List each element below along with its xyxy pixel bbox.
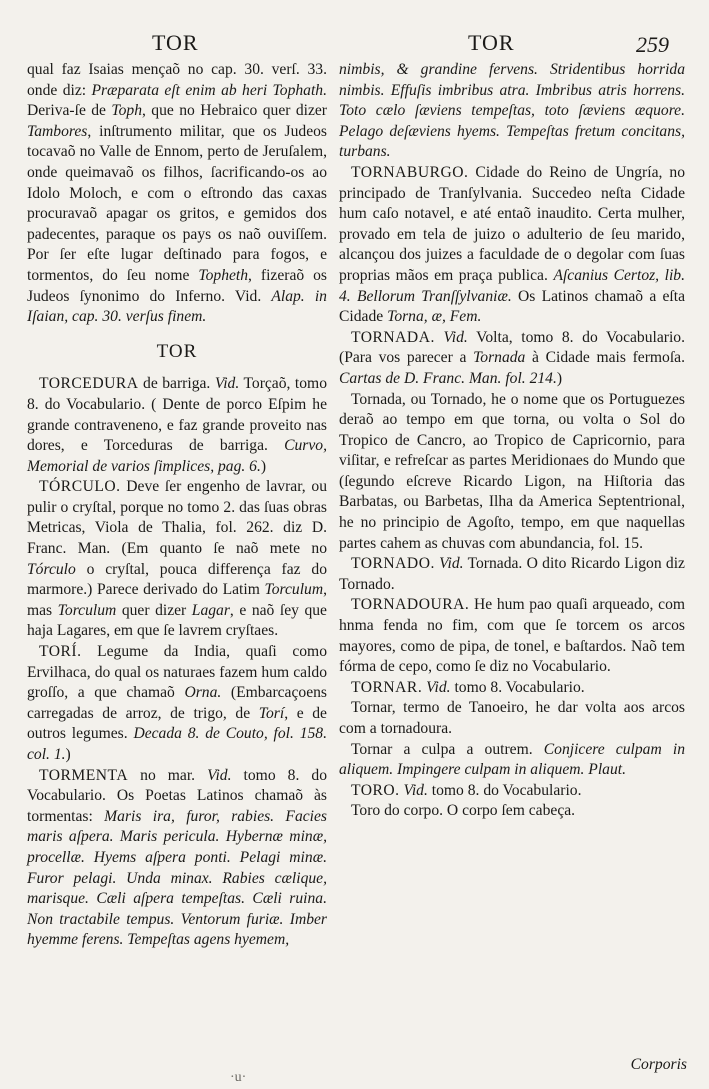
entry-paragraph: TORNADA. Vid. Volta, tomo 8. do Vocabulario. (Para vos parecer a Tornada à Cidade mais fermoſa. Cartas de D. Franc. Man. fol. 214.) — [339, 328, 685, 387]
italic-text: Torna, æ, Fem. — [387, 308, 482, 326]
entry-paragraph: TORÍ. Legume da India, quaſi como Ervilhaca, do qual os naturaes fazem hum caldo groſſo, a que chamaõ Orna. (Embarcaçoens carregadas de arroz, de trigo, de Torí, e de outros legumes. Decada 8. de Couto, fol. 158. col. 1.) — [27, 643, 327, 763]
headword: TÓRCULO. — [39, 478, 121, 496]
entry-paragraph: TORNADOURA. He hum pao quaſi arqueado, com hnma fenda no fim, com que ſe torcem os arcos mayores, como de pipa, de tonel, e baſtardos. Naõ tem fórma de cepo, como ſe diz no Vocabulario. — [339, 596, 685, 676]
italic-text: Præparata eſt enim ab heri Tophath. — [91, 81, 327, 99]
entry-paragraph: Tornada, ou Tornado, he o nome que os Portuguezes deraõ ao tempo em que torna, ou volta o Sol do Tropico de Cancro, ao Tropico de Capricornio, para viſitar, e refreſcar as partes Meridionaes do Mundo que (ſegundo eſcreve Ricardo Ligon, na Hiſtoria das Barbatas, ou Barbetas, Ilha da America Septentrional, he no principio de Agoſto, tempo, em que naquellas partes cahem as chuvas com abundancia, fol. 15. — [339, 390, 685, 552]
italic-text: Conjicere culpam in aliquem. Impingere culpam in aliquem. Plaut. — [339, 740, 685, 779]
entry-paragraph: TÓRCULO. Deve ſer engenho de lavrar, ou pulir o cryſtal, porque no tomo 2. das ſuas obras Metricas, Viola de Thalia, fol. 262. diz D. Franc. Man. (Em quanto ſe naõ mete no Tórculo o cryſtal, pouca differença faz do marmore.) Parece derivado do Latim Torculum, mas Torculum quer dizer Lagar, e naõ ſey que haja Lagares, em que ſe lavrem cryſtaes. — [27, 478, 327, 640]
italic-text: Lagar — [191, 601, 230, 619]
running-head-right: TOR — [468, 30, 515, 55]
italic-text: Torculum — [264, 581, 324, 599]
headword: TORNAR. — [351, 678, 423, 696]
italic-text: Topheth — [198, 266, 249, 284]
italic-text: Vid. — [207, 766, 232, 784]
italic-text: Vid. — [439, 555, 464, 573]
entry-paragraph: Tornar a culpa a outrem. Conjicere culpam in aliquem. Impingere culpam in aliquem. Plaut. — [339, 740, 685, 779]
italic-text: Torí — [258, 704, 285, 722]
italic-text: Vid. — [214, 375, 240, 393]
italic-text: Aſcanius Certoz, lib. 4. Bellorum Tranſſylvaniæ. — [339, 266, 686, 305]
right-column-entries — [339, 60, 685, 822]
italic-text: nimbis, & grandine fervens. Stridentibus horrida nimbis. Effuſis imbribus atra. Imbribus atris horrens. Toto cælo ſæviens tempeſtas, toto ſæviens æquore. Pelago deſæviens hyems. Tempeſtas fretum concitans, turbans. — [339, 61, 685, 161]
entry-paragraph: TORMENTA no mar. Vid. tomo 8. do Vocabulario. Os Poetas Latinos chamaõ às tormentas: Maris ira, furor, rabies. Facies maris aſpera. Maris pericula. Hybernæ minæ, procellæ. Hyems aſpera ponti. Pelagi minæ. Furor pelagi. Unda minax. Rabies cælique, marisque. Cæli aſpera tempeſtas. Cæli ruina. Non tractabile tempus. Ventorum furiæ. Imber hyemme ferens. Tempeſtas agens hyemem, — [27, 766, 327, 949]
entry-paragraph: Tornar, termo de Tanoeiro, he dar volta aos arcos com a tornadoura. — [339, 699, 685, 737]
italic-text: Cartas de D. Franc. Man. fol. 214. — [339, 369, 557, 387]
italic-text: Toph — [111, 102, 143, 120]
page-number: 259 — [636, 32, 669, 57]
italic-text: Tambores — [27, 122, 88, 140]
headword: TORNADA. — [351, 328, 435, 346]
entry-paragraph: TORNABURGO. Cidade do Reino de Ungría, no principado de Tranſylvania. Succedeo neſta Cidade hum caſo notavel, e até entaõ inaudito. Certa mulher, provado em tela de juizo o adulterio de ſeu marido, alcançou dos juizes a faculdade de o degolar com ſuas proprias mãos em praça publica. Aſcanius Certoz, lib. 4. Bellorum Tranſſylvaniæ. Os Latinos chamaõ a eſta Cidade Torna, æ, Fem. — [339, 163, 686, 326]
right-column — [339, 60, 685, 822]
headword: TORO. — [351, 781, 400, 799]
italic-text: Vid. — [426, 678, 451, 696]
headword: TORNADOURA. — [351, 596, 470, 614]
entry-paragraph: TORNADO. Vid. Tornada. O dito Ricardo Ligon diz Tornado. — [339, 555, 685, 593]
section-title: TOR — [156, 340, 198, 362]
italic-text: Decada 8. de Couto, fol. 158. col. 1. — [27, 725, 327, 763]
headword: TORNABURGO. — [351, 163, 469, 181]
italic-text: Tornada — [473, 349, 526, 367]
italic-text: Vid. — [403, 781, 428, 799]
entry-paragraph: TORO. Vid. tomo 8. do Vocabulario. — [351, 781, 582, 799]
italic-text: Vid. — [443, 328, 468, 346]
bottom-signature-mark: ·u· — [230, 1070, 247, 1085]
headword: TORNADO. — [351, 555, 435, 573]
italic-text: Tórculo — [27, 560, 76, 578]
entry-paragraph: TORNAR. Vid. tomo 8. Vocabulario. — [351, 678, 585, 696]
catchword: Corporis — [630, 1056, 687, 1073]
left-column-intro — [27, 60, 327, 328]
entry-paragraph: Toro do corpo. O corpo ſem cabeça. — [351, 802, 576, 820]
entry-paragraph: TORCEDURA de barriga. Vid. Torçaõ, tomo 8. do Vocabulario. ( Dente de porco Eſpim he grande contraveneno, e faz grande proveito nas dores, e Torceduras de barriga. Curvo, Memorial de varios ſimplices, pag. 6.) — [27, 375, 327, 475]
italic-text: Maris ira, furor, rabies. Facies maris aſpera. Maris pericula. Hybernæ minæ, procellæ. Hyems aſpera ponti. Pelagi minæ. Furor pelagi. Unda minax. Rabies cælique, marisque. Cæli aſpera tempeſtas. Cæli ruina. Non tractabile tempus. Ventorum furiæ. Imber hyemme ferens. Tempeſtas agens hyemem, — [27, 807, 327, 949]
entry-paragraph — [339, 60, 685, 163]
entry-paragraph: qual faz Isaias mençaõ no cap. 30. verſ. 33. onde diz: Præparata eſt enim ab heri Tophath. Deriva-ſe de Toph, que no Hebraico quer dizer Tambores, inſtrumento militar, que os Judeos tocavaõ no Valle de Ennom, perto de Jeruſalem, onde queimavaõ os filhos, ſacrificando-os ao Idolo Moloch, e com o eſtrondo das caxas procuravaõ apagar os gritos, e gemidos dos padecentes, paraque os pays os naõ ouviſſem. Por ſer eſte lugar deſtinado para fogos, e tormentos, do ſeu nome Topheth, fizeraõ os Judeos ſynonimo do Inferno. Vid. Alap. in Iſaian, cap. 30. verſus finem. — [27, 61, 327, 326]
italic-text: Torculum — [57, 601, 117, 619]
italic-text: Orna. — [184, 684, 222, 702]
italic-text: Alap. in Iſaian, cap. 30. verſus finem. — [27, 287, 327, 326]
headword: TORÍ. — [39, 643, 82, 661]
headword: TORMENTA — [39, 766, 129, 784]
headword: TORCEDURA — [39, 375, 139, 393]
left-column-entries — [27, 374, 327, 951]
running-head-left: TOR — [152, 30, 199, 55]
italic-text: Curvo, Memorial de varios ſimplices, pag. 6. — [27, 437, 327, 475]
left-column — [27, 60, 327, 951]
